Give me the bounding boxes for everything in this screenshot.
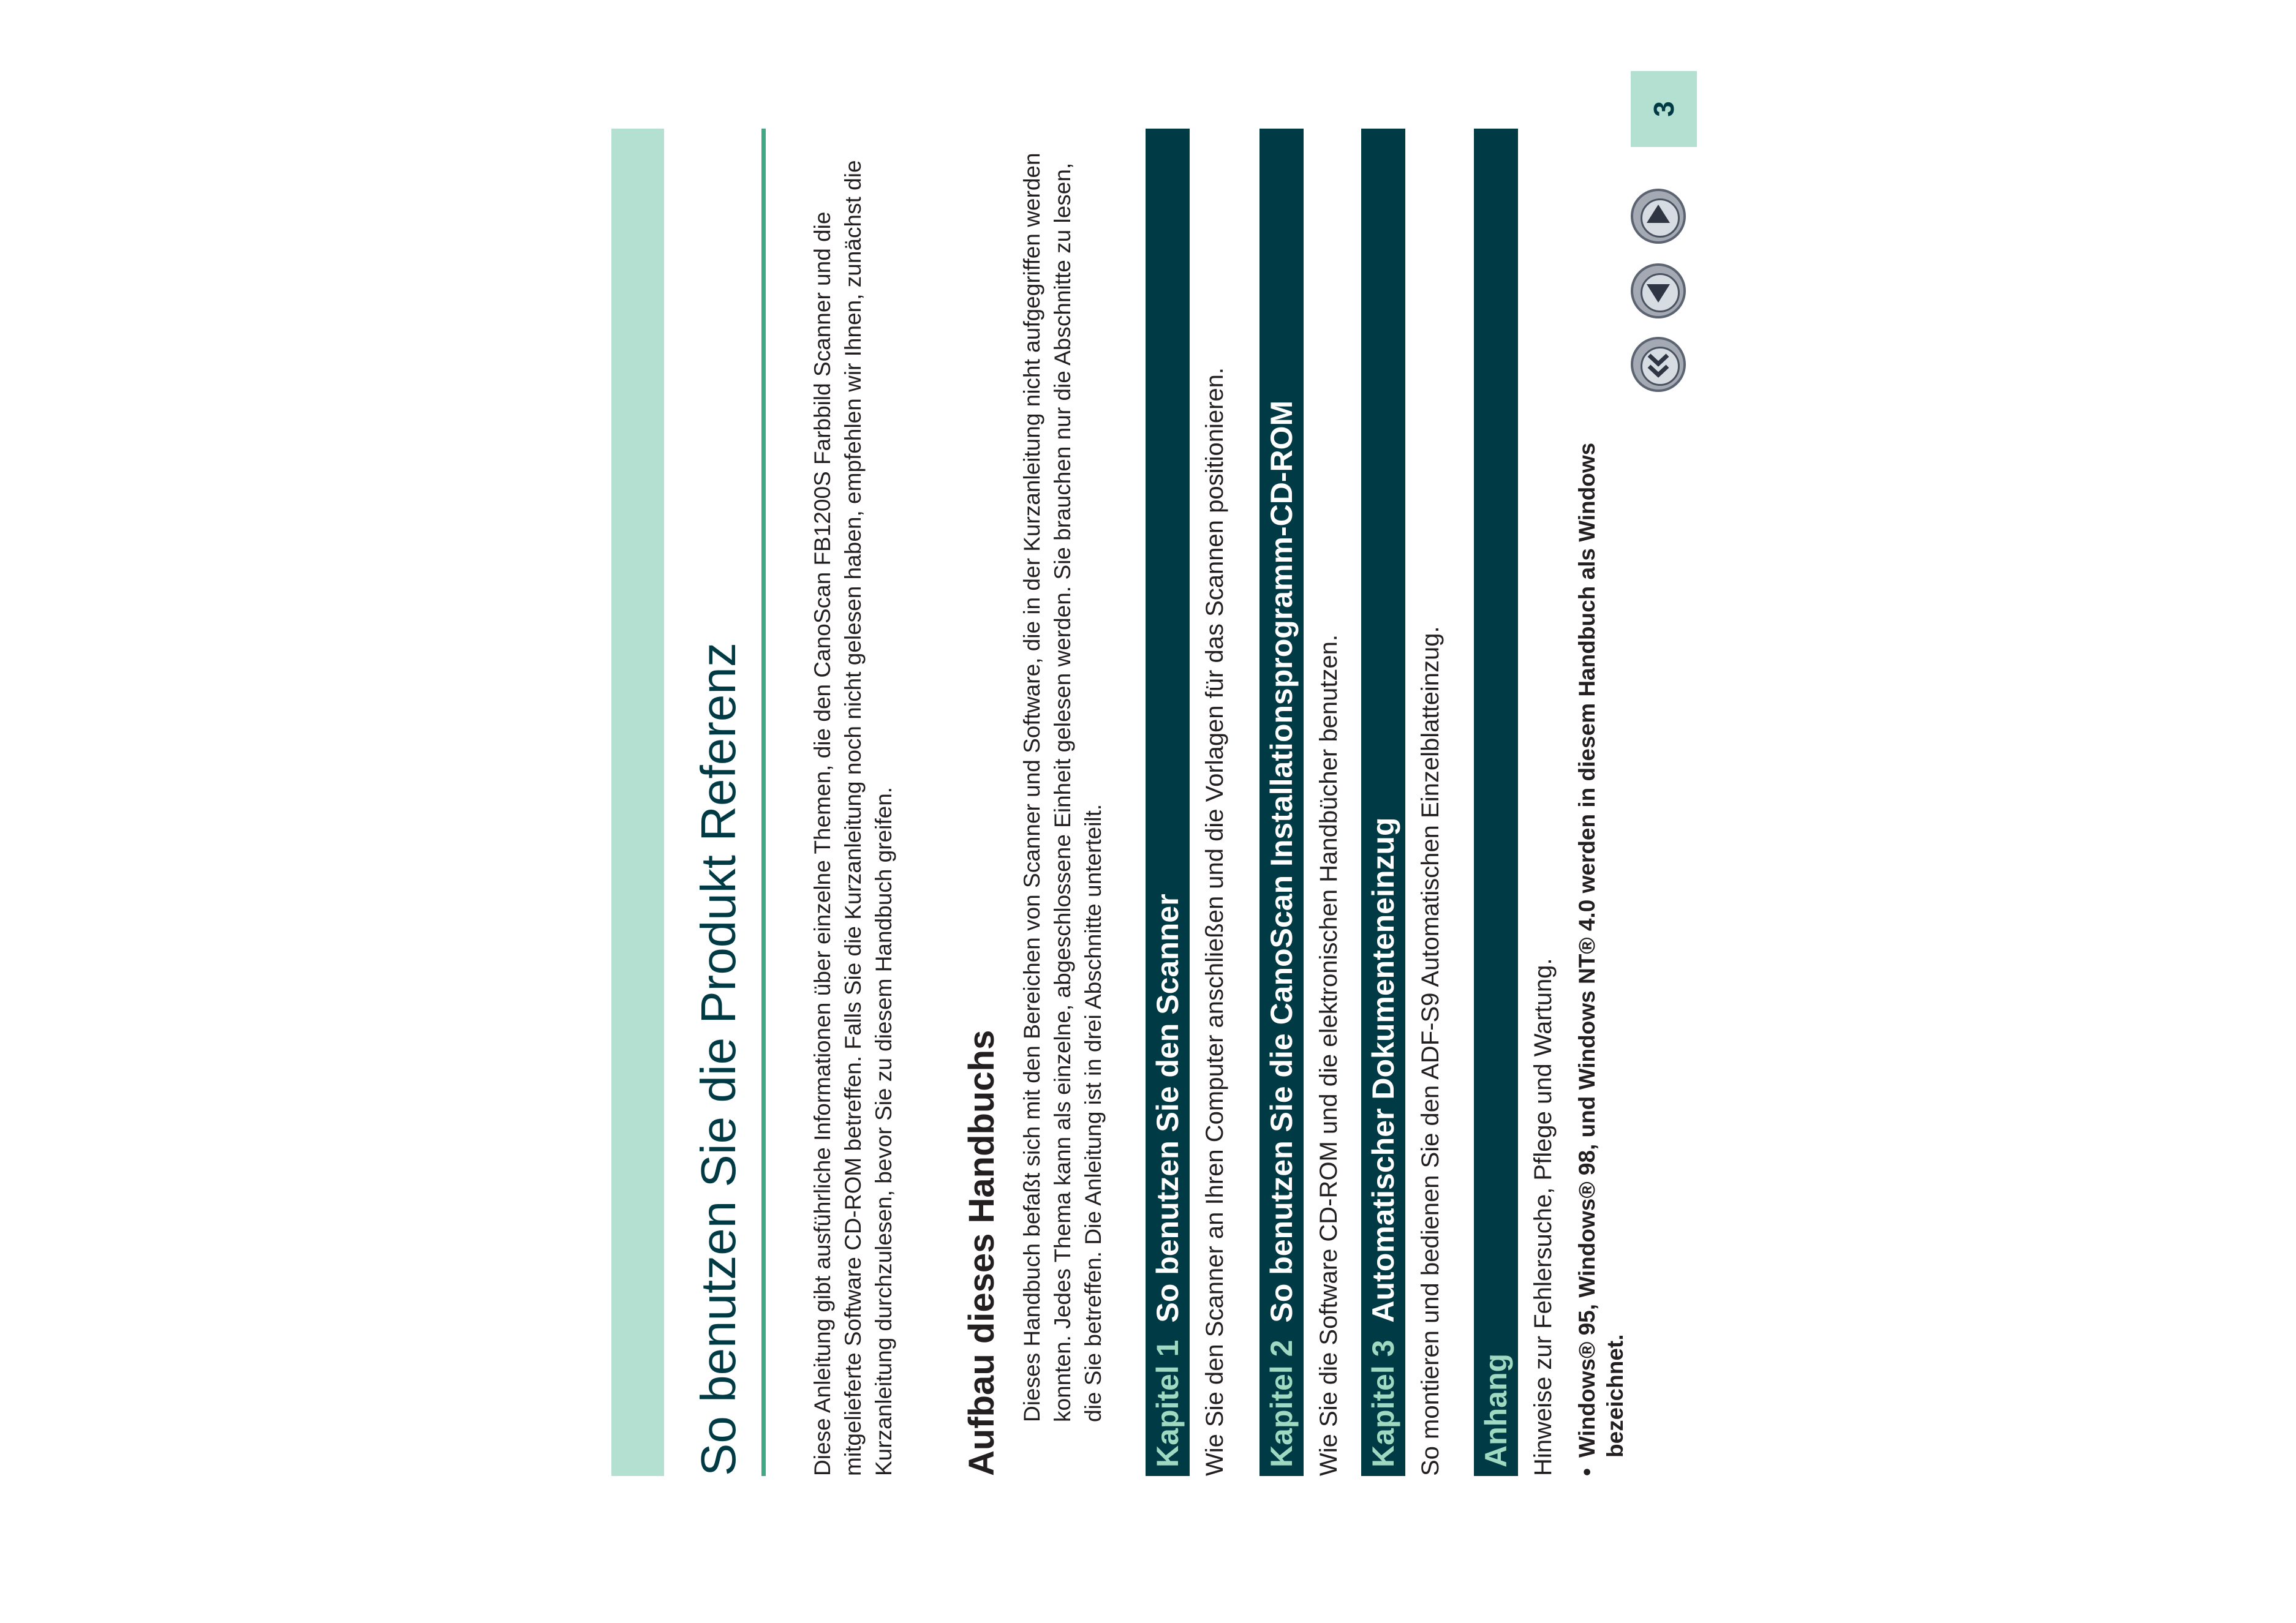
structure-paragraph: Dieses Handbuch befaßt sich mit den Bereichen von Scanner und Software, die in der Kurzanleitung nicht aufgegriffen werden konnten. Jedes Thema kann als einzelne, abgeschlossene Einheit gelesen werden. Sie brauchen nur die Abschnitte zu lesen, die Sie betreffen. Die Anleitung ist in drei Abschnitte unterteilt. <box>1019 153 1106 1422</box>
header-band <box>611 129 664 1476</box>
chapter-3-bar <box>1361 129 1405 1476</box>
chapter-1-label: Kapitel 1 <box>1150 1339 1185 1467</box>
chapter-1-bar <box>1146 129 1190 1476</box>
page-number: 3 <box>1648 101 1680 117</box>
appendix-title: Anhang <box>1479 1353 1513 1467</box>
chapter-3-title: Automatischer Dokumenteneinzug <box>1366 817 1400 1323</box>
chapter-3-description: So montieren und bedienen Sie den ADF-S9 Automatischen Einzelblatteinzug. <box>1417 626 1444 1476</box>
intro-paragraph: Diese Anleitung gibt ausführliche Informationen über einzelne Themen, die den CanoScan FB1200S Farbbild Scanner und die mitgelieferte Software CD-ROM betreffen. Falls Sie die Kurzanleitung noch nicht gelesen haben, empfehlen wir Ihnen, zunächst die Kurzanleitung durchzulesen, bevor Sie zu diesem Handbuch greifen. <box>810 160 896 1476</box>
appendix-bar <box>1474 129 1518 1476</box>
appendix-description: Hinweise zur Fehlersuche, Pflege und Wartung. <box>1530 958 1557 1476</box>
chapter-3-label: Kapitel 3 <box>1366 1339 1400 1467</box>
chapter-2-label: Kapitel 2 <box>1264 1339 1299 1467</box>
chapter-2-title: So benutzen Sie die CanoScan Installationsprogramm-CD-ROM <box>1264 400 1299 1323</box>
note-line-2: bezeichnet. <box>1603 1334 1628 1458</box>
chapter-1-description: Wie Sie den Scanner an Ihren Computer anschließen und die Vorlagen für das Scannen positionieren. <box>1201 367 1228 1476</box>
note <box>1573 443 1629 1476</box>
section-heading: Aufbau dieses Handbuchs <box>962 1030 1002 1476</box>
page-title: So benutzen Sie die Produkt Referenz <box>691 642 746 1476</box>
chapter-1-title: So benutzen Sie den Scanner <box>1150 894 1185 1323</box>
chapter-2-description: Wie Sie die Software CD-ROM und die elektronischen Handbücher benutzen. <box>1315 634 1342 1476</box>
note-line-1: Windows® 95, Windows® 98, und Windows NT® 4.0 werden in diesem Handbuch als Windows <box>1574 442 1599 1458</box>
note-bullet: • <box>1574 1468 1599 1476</box>
chapter-2-bar <box>1259 129 1304 1476</box>
title-divider <box>761 129 766 1476</box>
